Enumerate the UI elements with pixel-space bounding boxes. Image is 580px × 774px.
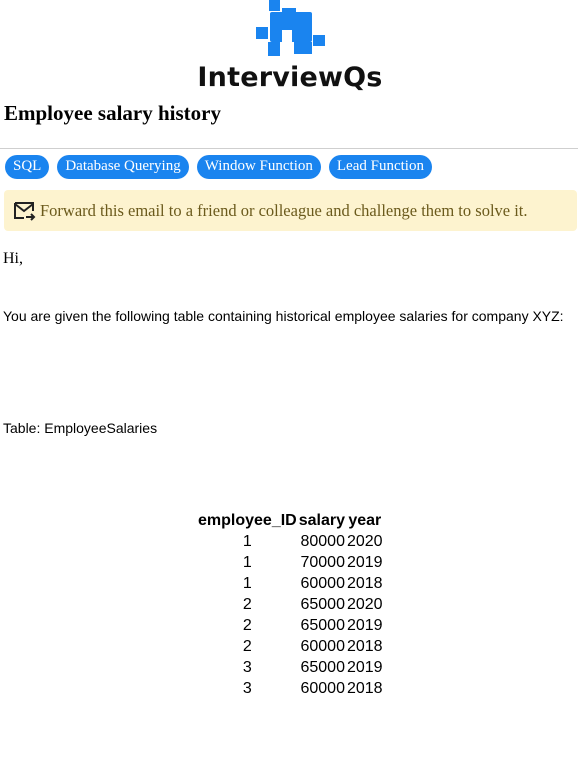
table-cell: 1 [242, 553, 252, 571]
column-header: salary [298, 511, 345, 529]
brand-logo[interactable] [0, 0, 580, 100]
table-label: Table: EmployeeSalaries [3, 420, 158, 436]
table-cell: 3 [242, 679, 252, 697]
tag-database-querying[interactable]: Database Querying [57, 155, 188, 179]
table-row [197, 594, 384, 615]
table-cell: 2019 [346, 658, 383, 676]
table-cell: 1 [242, 532, 252, 550]
table-row [197, 531, 384, 552]
interviewqs-logo-icon [250, 0, 330, 62]
question-title: Employee salary history [4, 101, 221, 125]
column-header: employee_ID [198, 511, 297, 529]
table-cell: 2019 [346, 553, 383, 571]
table-cell: 65000 [300, 616, 345, 634]
table-cell: 2 [242, 595, 252, 613]
forward-banner[interactable] [4, 190, 577, 231]
tag-sql[interactable]: SQL [5, 155, 49, 179]
table-cell: 2020 [346, 595, 383, 613]
table-cell: 70000 [300, 553, 345, 571]
table-cell: 2018 [346, 574, 383, 592]
table-row [197, 657, 384, 678]
greeting-text: Hi, [3, 250, 23, 267]
forward-message: Forward this email to a friend or colleague and challenge them to solve it. [40, 200, 528, 220]
tag-list [5, 155, 432, 179]
table-cell: 65000 [300, 595, 345, 613]
table-header-row [197, 510, 384, 531]
intro-text: You are given the following table containing historical employee salaries for company XYZ: [3, 308, 564, 324]
tag-lead-function[interactable]: Lead Function [329, 155, 432, 179]
mail-forward-icon [12, 200, 36, 222]
table-cell: 2 [242, 616, 252, 634]
table-row [197, 636, 384, 657]
table-cell: 2019 [346, 616, 383, 634]
table-cell: 3 [242, 658, 252, 676]
table-row [197, 615, 384, 636]
table-cell: 2018 [346, 637, 383, 655]
table-row [197, 552, 384, 573]
table-cell: 2018 [346, 679, 383, 697]
divider [0, 148, 578, 149]
table-cell: 60000 [300, 679, 345, 697]
column-header: year [348, 511, 382, 529]
table-cell: 2020 [346, 532, 383, 550]
table-row [197, 573, 384, 594]
brand-name: InterviewQs [197, 62, 383, 93]
table-cell: 65000 [300, 658, 345, 676]
table-row [197, 678, 384, 699]
table-cell: 80000 [300, 532, 345, 550]
table-cell: 2 [242, 637, 252, 655]
table-cell: 1 [242, 574, 252, 592]
tag-window-function[interactable]: Window Function [197, 155, 321, 179]
table-cell: 60000 [300, 637, 345, 655]
table-cell: 60000 [300, 574, 345, 592]
employee-salaries-table [197, 510, 384, 699]
